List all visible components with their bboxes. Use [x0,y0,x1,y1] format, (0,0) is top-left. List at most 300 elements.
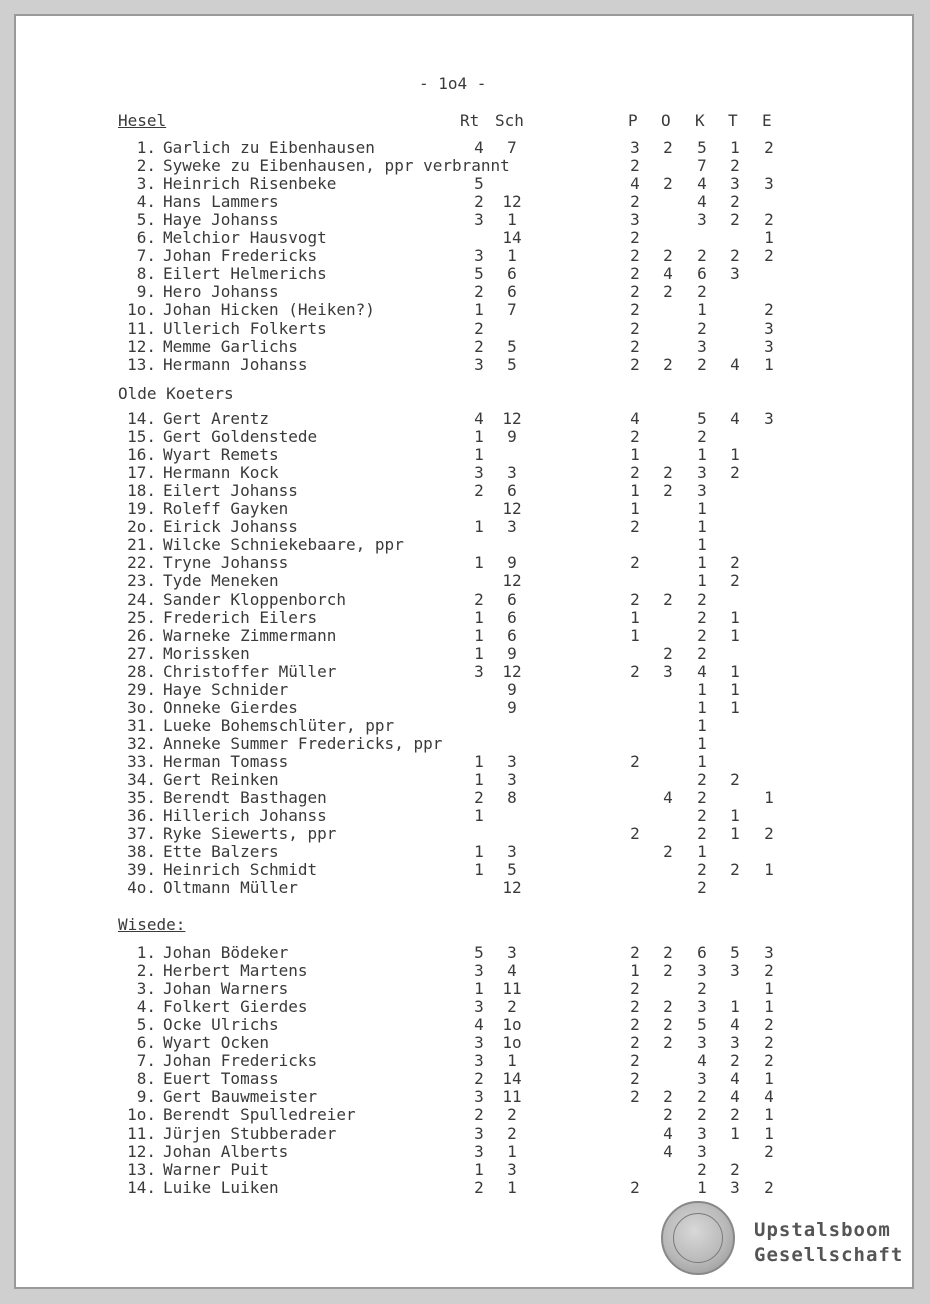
table-row [16,482,914,500]
cell-n: 14. [127,1177,156,1197]
table-row [16,998,914,1016]
cell-name: Folkert Gierdes [163,997,308,1017]
cell-k: 4 [697,661,707,681]
cell-name: Johan Fredericks [163,1051,318,1071]
cell-n: 24. [127,589,156,609]
cell-p: 1 [630,607,640,627]
cell-rt: 1 [474,517,484,537]
cell-rt: 2 [474,481,484,501]
table-row [16,1161,914,1179]
cell-name: Johan Bödeker [163,943,289,962]
cell-t: 1 [730,625,740,645]
cell-o: 2 [663,997,673,1017]
cell-o: 2 [663,282,673,302]
cell-sch: 9 [507,643,517,663]
cell-k: 1 [697,535,707,555]
cell-n: 4. [136,192,156,212]
cell-name: Eilert Helmerichs [163,264,327,284]
cell-sch: 3 [507,842,517,862]
table-row [16,283,914,301]
table-row [16,1088,914,1106]
cell-k: 6 [697,264,707,284]
cell-name: Hans Lammers [163,192,279,212]
cell-t: 1 [730,806,740,826]
cell-k: 5 [697,409,707,428]
cell-rt: 2 [474,336,484,356]
cell-rt: 2 [474,589,484,609]
cell-rt: 1 [474,1159,484,1179]
cell-k: 3 [697,1141,707,1161]
cell-p: 2 [630,943,640,962]
cell-k: 2 [697,354,707,374]
cell-o: 2 [663,1015,673,1035]
table-row [16,681,914,699]
cell-e: 3 [764,336,774,356]
cell-n: 27. [127,643,156,663]
table-row [16,338,914,356]
cell-k: 1 [697,499,707,519]
cell-k: 2 [697,427,707,447]
cell-name: Haye Johanss [163,210,279,230]
table-row [16,410,914,428]
table-row [16,1106,914,1124]
cell-name: Hermann Kock [163,463,279,483]
cell-sch: 1 [507,210,517,230]
cell-p: 1 [630,961,640,981]
cell-e: 3 [764,318,774,338]
cell-t: 2 [730,553,740,573]
cell-p: 1 [630,625,640,645]
cell-o: 4 [663,788,673,808]
cell-name: Berendt Basthagen [163,788,327,808]
cell-t: 3 [730,1177,740,1197]
cell-name: Melchior Hausvogt [163,228,327,248]
cell-e: 2 [764,210,774,230]
cell-k: 2 [697,318,707,338]
cell-n: 9. [136,1087,156,1107]
cell-sch: 1 [507,1141,517,1161]
cell-sch: 11 [502,1087,522,1107]
cell-rt: 4 [474,138,484,157]
cell-p: 2 [630,1051,640,1071]
cell-n: 17. [127,463,156,483]
cell-rt: 3 [474,1087,484,1107]
cell-sch: 6 [507,282,517,302]
cell-k: 1 [697,1177,707,1197]
cell-t: 1 [730,1123,740,1143]
table-row [16,980,914,998]
cell-e: 2 [764,1141,774,1161]
cell-name: Johan Warners [163,979,289,999]
cell-k: 5 [697,138,707,157]
table-row [16,944,914,962]
cell-rt: 5 [474,943,484,962]
cell-n: 31. [127,715,156,735]
cell-n: 4o. [127,878,156,898]
cell-o: 2 [663,354,673,374]
cell-t: 2 [730,246,740,266]
cell-name: Warneke Zimmermann [163,625,337,645]
cell-sch: 6 [507,625,517,645]
cell-o: 2 [663,246,673,266]
cell-sch: 12 [502,192,522,212]
table-row [16,843,914,861]
cell-name: Euert Tomass [163,1069,279,1089]
table-row [16,265,914,283]
table-row [16,861,914,879]
cell-k: 5 [697,1015,707,1035]
cell-k: 3 [697,961,707,981]
cell-k: 3 [697,1069,707,1089]
cell-name: Gert Bauwmeister [163,1087,318,1107]
cell-p: 2 [630,517,640,537]
table-row [16,428,914,446]
cell-name: Christoffer Müller [163,661,337,681]
cell-p: 4 [630,174,640,194]
cell-name: Gert Arentz [163,409,269,428]
cell-rt: 3 [474,354,484,374]
cell-n: 7. [136,246,156,266]
cell-t: 5 [730,943,740,962]
cell-e: 2 [764,1177,774,1197]
cell-name: Onneke Gierdes [163,697,298,717]
cell-k: 7 [697,156,707,176]
cell-sch: 1 [507,246,517,266]
cell-sch: 12 [502,499,522,519]
table-row [16,645,914,663]
table-row [16,962,914,980]
cell-k: 3 [697,1123,707,1143]
table-row [16,572,914,590]
cell-name: Tryne Johanss [163,553,289,573]
cell-name: Luike Luiken [163,1177,279,1197]
cell-sch: 6 [507,589,517,609]
cell-p: 1 [630,499,640,519]
cell-n: 34. [127,770,156,789]
cell-sch: 3 [507,1159,517,1179]
cell-o: 2 [663,961,673,981]
cell-t: 2 [730,1159,740,1179]
cell-name: Herbert Martens [163,961,308,981]
table-row [16,717,914,735]
cell-sch: 8 [507,788,517,808]
cell-rt: 5 [474,174,484,194]
cell-n: 16. [127,445,156,465]
cell-t: 4 [730,1087,740,1107]
cell-n: 32. [127,733,156,753]
cell-k: 1 [697,517,707,537]
cell-t: 4 [730,1069,740,1089]
cell-p: 2 [630,282,640,302]
cell-n: 33. [127,751,156,771]
section-hesel: Hesel [118,111,167,130]
cell-n: 3. [136,174,156,194]
cell-name: Morissken [163,643,250,663]
cell-t: 2 [730,156,740,176]
cell-name: Hillerich Johanss [163,806,327,826]
cell-n: 1o. [127,300,156,320]
section-olde-koeters: Olde Koeters [118,384,234,403]
table-row [16,807,914,825]
cell-sch: 1 [507,1051,517,1071]
cell-sch: 3 [507,943,517,962]
cell-name: Wyart Remets [163,445,279,465]
cell-sch: 12 [502,878,522,898]
cell-rt: 2 [474,788,484,808]
cell-o: 2 [663,138,673,157]
cell-rt: 2 [474,282,484,302]
section-wisede: Wisede: [118,915,186,934]
cell-k: 3 [697,463,707,483]
cell-k: 3 [697,1033,707,1053]
cell-sch: 6 [507,264,517,284]
cell-t: 3 [730,174,740,194]
cell-name: Anneke Summer Fredericks, ppr [163,733,443,753]
cell-name: Johan Fredericks [163,246,318,266]
cell-e: 1 [764,354,774,374]
cell-name: Memme Garlichs [163,336,298,356]
cell-e: 2 [764,300,774,320]
table-row [16,1034,914,1052]
cell-o: 2 [663,943,673,962]
cell-n: 18. [127,481,156,501]
header-o: O [661,111,671,130]
brand-line-2: Gesellschaft [754,1244,904,1266]
table-row [16,247,914,265]
cell-e: 4 [764,1087,774,1107]
table-row [16,518,914,536]
cell-rt: 2 [474,1177,484,1197]
cell-n: 38. [127,842,156,862]
cell-n: 8. [136,264,156,284]
cell-n: 28. [127,661,156,681]
cell-n: 3. [136,979,156,999]
table-row [16,879,914,897]
cell-k: 1 [697,553,707,573]
cell-p: 2 [630,997,640,1017]
cell-p: 2 [630,1177,640,1197]
cell-name: Gert Goldenstede [163,427,318,447]
cell-t: 2 [730,210,740,230]
cell-k: 2 [697,246,707,266]
cell-n: 2o. [127,517,156,537]
table-row [16,320,914,338]
cell-name: Syweke zu Eibenhausen, ppr verbrannt [163,156,510,176]
cell-rt: 1 [474,806,484,826]
cell-p: 4 [630,409,640,428]
cell-p: 2 [630,354,640,374]
cell-o: 2 [663,1033,673,1053]
cell-rt: 3 [474,1141,484,1161]
cell-name: Gert Reinken [163,770,279,789]
cell-p: 3 [630,138,640,157]
cell-k: 1 [697,715,707,735]
cell-o: 2 [663,1087,673,1107]
cell-t: 4 [730,1015,740,1035]
cell-sch: 9 [507,697,517,717]
cell-name: Sander Kloppenborch [163,589,347,609]
table-row [16,301,914,319]
header-p: P [628,111,638,130]
cell-o: 4 [663,1141,673,1161]
cell-e: 2 [764,824,774,844]
cell-n: 7. [136,1051,156,1071]
cell-p: 2 [630,427,640,447]
cell-e: 1 [764,1069,774,1089]
table-row [16,735,914,753]
cell-name: Wilcke Schniekebaare, ppr [163,535,404,555]
cell-sch: 1 [507,1177,517,1197]
cell-sch: 3 [507,517,517,537]
cell-rt: 3 [474,661,484,681]
cell-o: 3 [663,661,673,681]
table-row [16,554,914,572]
cell-n: 5. [136,210,156,230]
cell-n: 12. [127,336,156,356]
cell-rt: 1 [474,607,484,627]
cell-n: 5. [136,1015,156,1035]
cell-k: 2 [697,788,707,808]
cell-sch: 6 [507,607,517,627]
cell-k: 3 [697,336,707,356]
cell-rt: 2 [474,1105,484,1125]
cell-sch: 5 [507,354,517,374]
cell-rt: 2 [474,192,484,212]
header-rt: Rt [460,111,480,130]
table-row [16,464,914,482]
cell-e: 1 [764,860,774,880]
cell-p: 2 [630,824,640,844]
cell-rt: 4 [474,409,484,428]
cell-k: 2 [697,878,707,898]
cell-rt: 3 [474,1033,484,1053]
cell-n: 21. [127,535,156,555]
cell-rt: 3 [474,463,484,483]
cell-name: Eilert Johanss [163,481,298,501]
cell-rt: 1 [474,979,484,999]
table-row [16,699,914,717]
table-row [16,609,914,627]
table-row [16,753,914,771]
cell-rt: 1 [474,427,484,447]
cell-o: 2 [663,842,673,862]
cell-rt: 1 [474,842,484,862]
cell-rt: 1 [474,445,484,465]
cell-k: 1 [697,697,707,717]
cell-o: 2 [663,589,673,609]
cell-p: 2 [630,192,640,212]
cell-sch: 12 [502,409,522,428]
cell-k: 1 [697,445,707,465]
cell-p: 2 [630,336,640,356]
cell-name: Haye Schnider [163,679,289,699]
cell-p: 2 [630,1087,640,1107]
cell-name: Ette Balzers [163,842,279,862]
cell-sch: 2 [507,1105,517,1125]
cell-k: 2 [697,1159,707,1179]
cell-n: 9. [136,282,156,302]
cell-name: Ullerich Folkerts [163,318,327,338]
cell-rt: 5 [474,264,484,284]
cell-k: 3 [697,210,707,230]
table-row [16,627,914,645]
cell-name: Hermann Johanss [163,354,308,374]
cell-e: 1 [764,979,774,999]
cell-n: 8. [136,1069,156,1089]
cell-p: 2 [630,463,640,483]
cell-n: 1. [136,943,156,962]
cell-p: 1 [630,481,640,501]
cell-k: 2 [697,1087,707,1107]
cell-rt: 3 [474,997,484,1017]
cell-rt: 3 [474,961,484,981]
cell-p: 2 [630,318,640,338]
table-row [16,789,914,807]
cell-name: Jürjen Stubberader [163,1123,337,1143]
cell-t: 2 [730,770,740,789]
cell-sch: 5 [507,860,517,880]
cell-name: Johan Alberts [163,1141,289,1161]
cell-rt: 3 [474,1123,484,1143]
cell-name: Frederich Eilers [163,607,318,627]
table-row [16,591,914,609]
table-row [16,1179,914,1197]
cell-n: 26. [127,625,156,645]
cell-sch: 1o [502,1015,522,1035]
cell-name: Ocke Ulrichs [163,1015,279,1035]
cell-n: 6. [136,1033,156,1053]
cell-t: 1 [730,824,740,844]
cell-t: 2 [730,463,740,483]
cell-n: 37. [127,824,156,844]
cell-sch: 12 [502,661,522,681]
cell-sch: 14 [502,1069,522,1089]
cell-t: 1 [730,661,740,681]
cell-p: 2 [630,751,640,771]
cell-n: 25. [127,607,156,627]
table-row [16,1143,914,1161]
cell-n: 3o. [127,697,156,717]
table-row [16,229,914,247]
cell-p: 2 [630,1015,640,1035]
cell-n: 39. [127,860,156,880]
cell-n: 19. [127,499,156,519]
cell-p: 2 [630,300,640,320]
header-sch: Sch [495,111,524,130]
document-page [14,14,914,1289]
cell-sch: 3 [507,463,517,483]
cell-rt: 1 [474,860,484,880]
cell-sch: 14 [502,228,522,248]
cell-t: 1 [730,997,740,1017]
cell-rt: 1 [474,643,484,663]
cell-e: 2 [764,1051,774,1071]
cell-rt: 1 [474,751,484,771]
cell-sch: 11 [502,979,522,999]
cell-k: 1 [697,679,707,699]
cell-k: 6 [697,943,707,962]
cell-k: 2 [697,824,707,844]
cell-sch: 1o [502,1033,522,1053]
cell-sch: 12 [502,571,522,591]
cell-n: 35. [127,788,156,808]
table-row [16,1016,914,1034]
cell-t: 2 [730,571,740,591]
cell-e: 3 [764,943,774,962]
cell-n: 1. [136,138,156,157]
cell-o: 2 [663,174,673,194]
cell-rt: 1 [474,553,484,573]
